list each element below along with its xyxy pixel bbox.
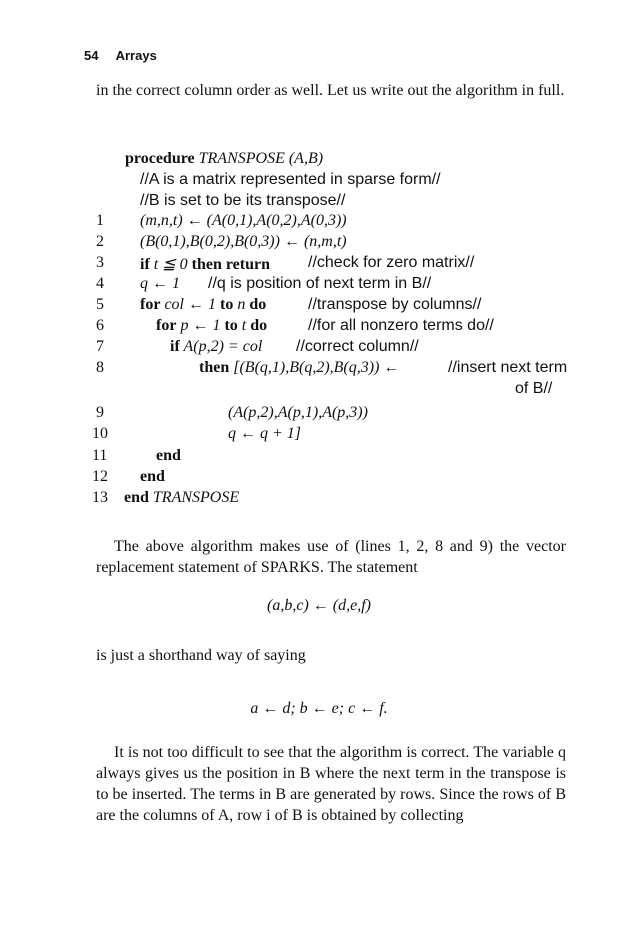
line-comment: //q is position of next term in B// [208, 275, 432, 292]
procedure-keyword: procedure [125, 150, 195, 167]
line-number: 9 [96, 404, 104, 421]
line-number: 2 [96, 233, 104, 250]
page-number: 54 [84, 48, 99, 63]
line-number: 5 [96, 296, 104, 313]
formula-vector-replacement: (a,b,c) ← (d,e,f) [267, 597, 371, 614]
line-code: q ← q + 1] [228, 425, 302, 442]
body-paragraph: The above algorithm makes use of (lines 1, 2, 8 and 9) the vector replacement statement of SPARKS. The statement [96, 538, 566, 576]
line-number: 12 [92, 468, 108, 485]
procedure-name: TRANSPOSE (A,B) [198, 150, 324, 167]
line-code: for p ← 1 to t do [156, 317, 268, 334]
line-number: 6 [96, 317, 104, 334]
line-number: 3 [96, 254, 104, 271]
line-code: (A(p,2),A(p,1),A(p,3)) [228, 404, 368, 421]
line-number: 4 [96, 275, 104, 292]
line-code: q ← 1 [140, 275, 180, 292]
line-comment-continuation: of B// [515, 380, 553, 397]
algorithm-listing: procedure TRANSPOSE (A,B) //A is a matrix represented in sparse form// //B is set to be its transpose// 1 (m,n,t) ← (A(0,1),A(0,2),A(0,3)) 2 (B(0,1),B(0,2),B(0,3)) ← (n,m,t) 3 if t ≦ 0 then return //check for zero matrix// 4 q ← 1 //q is position of next term in B// 5 for col ← 1 to n do //transpose by columns// 6 for p ← 1 to t do //for all nonzero terms do// 7 if A(p,2) = col //correct column// 8 then [(B(q,1),B(q,2),B(q,3)) ← //insert next term of B// 9 (A(p,2),A(p,1),A(p,3)) 10 q ← q + 1] 11 end [92, 150, 568, 464]
line-code: end TRANSPOSE [124, 489, 240, 506]
line-code: (B(0,1),B(0,2),B(0,3)) ← (n,m,t) [140, 233, 347, 250]
line-code: then [(B(q,1),B(q,2),B(q,3)) ← [199, 359, 400, 376]
running-title: Arrays [115, 48, 157, 63]
line-comment: //transpose by columns// [308, 296, 482, 313]
line-number: 13 [92, 489, 108, 506]
line-code: (m,n,t) ← (A(0,1),A(0,2),A(0,3)) [140, 212, 347, 229]
line-number: 7 [96, 338, 104, 355]
formula-expansion: a ← d; b ← e; c ← f. [250, 700, 388, 717]
line-number: 8 [96, 359, 104, 376]
line-comment: //correct column// [296, 338, 419, 355]
body-paragraph: is just a shorthand way of saying [96, 647, 306, 664]
line-number: 10 [92, 425, 108, 442]
line-code: end [156, 447, 181, 464]
line-code: if t ≦ 0 then return [140, 256, 271, 273]
intro-paragraph: in the correct column order as well. Let us write out the algorithm in full. [96, 82, 565, 99]
line-code: end [140, 468, 165, 485]
line-comment: //insert next term [448, 359, 568, 376]
line-code: for col ← 1 to n do [140, 296, 267, 313]
line-number: 1 [96, 212, 104, 229]
body-paragraph: It is not too difficult to see that the algorithm is correct. The variable q always gives us the position in B where the next term in the transpose is to be inserted. The terms in B are generated by rows. Since the rows of B are the columns of A, row i of B is obtained by collecting [96, 744, 566, 824]
line-comment: //for all nonzero terms do// [308, 317, 494, 334]
line-code: if A(p,2) = col [170, 338, 263, 355]
line-comment: //check for zero matrix// [308, 254, 475, 271]
line-number: 11 [92, 447, 108, 464]
